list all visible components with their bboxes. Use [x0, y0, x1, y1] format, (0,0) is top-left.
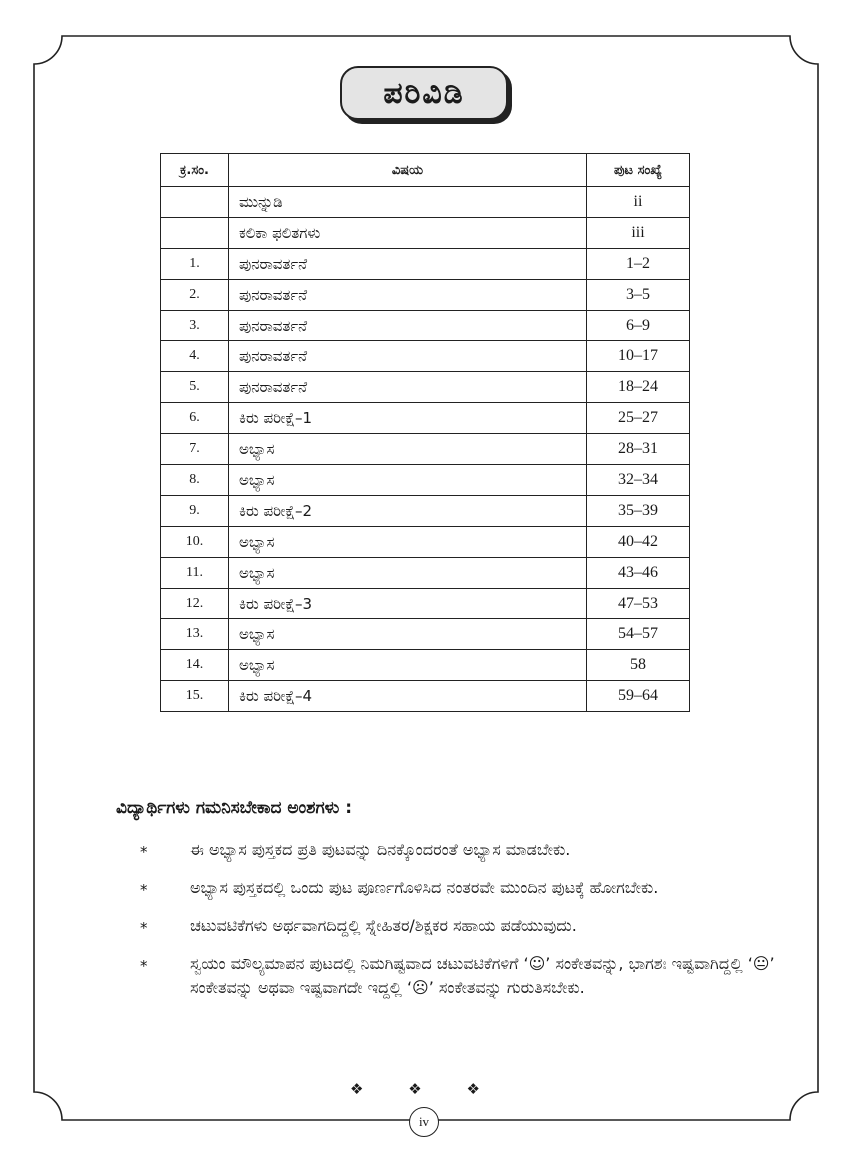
- row-pages: 25–27: [587, 403, 690, 434]
- list-item: [140, 914, 800, 938]
- bullet-star-icon: *: [140, 881, 148, 899]
- row-subject: ಪುನರಾವರ್ತನೆ: [229, 372, 587, 403]
- notes-list: [140, 838, 800, 1014]
- table-row: [161, 557, 690, 588]
- diamond-ornament-icon: ❖ ❖ ❖: [350, 1080, 500, 1098]
- list-item: [140, 838, 800, 862]
- header-pages: ಪುಟ ಸಂಖ್ಯೆ: [587, 154, 690, 187]
- row-number: 10.: [161, 526, 229, 557]
- table-row: [161, 495, 690, 526]
- row-pages: 10–17: [587, 341, 690, 372]
- row-number: 14.: [161, 650, 229, 681]
- table-row: [161, 217, 690, 248]
- note-text: ಈ ಅಭ್ಯಾಸ ಪುಸ್ತಕದ ಪ್ರತಿ ಪುಟವನ್ನು ದಿನಕ್ಕೊಂದರಂತೆ ಅಭ್ಯಾಸ ಮಾಡಬೇಕು.: [190, 840, 571, 859]
- row-pages: 54–57: [587, 619, 690, 650]
- row-pages: 3–5: [587, 279, 690, 310]
- row-number: 4.: [161, 341, 229, 372]
- note-text: ಅಭ್ಯಾಸ ಪುಸ್ತಕದಲ್ಲಿ ಒಂದು ಪುಟ ಪೂರ್ಣಗೊಳಿಸಿದ ನಂತರವೇ ಮುಂದಿನ ಪುಟಕ್ಕೆ ಹೋಗಬೇಕು.: [190, 878, 659, 897]
- row-subject: ಅಭ್ಯಾಸ: [229, 526, 587, 557]
- row-subject: ಅಭ್ಯಾಸ: [229, 619, 587, 650]
- table-row: [161, 681, 690, 712]
- row-subject: ಕಿರು ಪರೀಕ್ಷೆ–3: [229, 588, 587, 619]
- header-subject: ವಿಷಯ: [229, 154, 587, 187]
- row-subject: ಕಲಿಕಾ ಫಲಿತಗಳು: [229, 217, 587, 248]
- row-number: 9.: [161, 495, 229, 526]
- table-row: [161, 403, 690, 434]
- list-item: [140, 952, 800, 1000]
- row-pages: 47–53: [587, 588, 690, 619]
- row-number: [161, 217, 229, 248]
- row-pages: 59–64: [587, 681, 690, 712]
- row-number: 5.: [161, 372, 229, 403]
- row-number: 6.: [161, 403, 229, 434]
- row-number: 7.: [161, 434, 229, 465]
- note-text: ಸ್ವಯಂ ಮೌಲ್ಯಮಾಪನ ಪುಟದಲ್ಲಿ ನಿಮಗಿಷ್ಟವಾದ ಚಟುವಟಿಕೆಗಳಿಗೆ ‘☺’ ಸಂಕೇತವನ್ನು, ಭಾಗಶಃ ಇಷ್ಟವಾಗಿದ್ದಲ್ಲಿ ‘😐’ ಸಂಕೇತವನ್ನು ಅಥವಾ ಇಷ್ಟವಾಗದೇ ಇದ್ದಲ್ಲಿ ‘☹’ ಸಂಕೇತವನ್ನು ಗುರುತಿಸಬೇಕು.: [190, 954, 775, 997]
- row-pages: ii: [587, 187, 690, 218]
- table-row: [161, 650, 690, 681]
- row-number: 8.: [161, 465, 229, 496]
- contents-table: [160, 153, 690, 712]
- row-subject: ಕಿರು ಪರೀಕ್ಷೆ–2: [229, 495, 587, 526]
- row-pages: 58: [587, 650, 690, 681]
- table-row: [161, 434, 690, 465]
- bullet-star-icon: *: [140, 843, 148, 861]
- table-row: [161, 588, 690, 619]
- note-text: ಚಟುವಟಿಕೆಗಳು ಅರ್ಥವಾಗದಿದ್ದಲ್ಲಿ ಸ್ನೇಹಿತರ/ಶಿಕ್ಷಕರ ಸಹಾಯ ಪಡೆಯುವುದು.: [190, 916, 577, 935]
- row-pages: 35–39: [587, 495, 690, 526]
- table-row: [161, 187, 690, 218]
- row-pages: 40–42: [587, 526, 690, 557]
- table-row: [161, 248, 690, 279]
- row-pages: 43–46: [587, 557, 690, 588]
- header-serial: ಕ್ರ.ಸಂ.: [161, 154, 229, 187]
- row-pages: 18–24: [587, 372, 690, 403]
- row-subject: ಪುನರಾವರ್ತನೆ: [229, 341, 587, 372]
- row-subject: ಪುನರಾವರ್ತನೆ: [229, 248, 587, 279]
- row-subject: ಅಭ್ಯಾಸ: [229, 465, 587, 496]
- bullet-star-icon: *: [140, 919, 148, 937]
- table-row: [161, 310, 690, 341]
- table-row: [161, 372, 690, 403]
- row-subject: ಅಭ್ಯಾಸ: [229, 434, 587, 465]
- row-subject: ಪುನರಾವರ್ತನೆ: [229, 279, 587, 310]
- table-row: [161, 341, 690, 372]
- table-row: [161, 526, 690, 557]
- row-subject: ಅಭ್ಯಾಸ: [229, 650, 587, 681]
- table-row: [161, 619, 690, 650]
- row-subject: ಕಿರು ಪರೀಕ್ಷೆ–4: [229, 681, 587, 712]
- row-pages: iii: [587, 217, 690, 248]
- table-row: [161, 279, 690, 310]
- row-number: 11.: [161, 557, 229, 588]
- row-number: [161, 187, 229, 218]
- bullet-star-icon: *: [140, 957, 148, 975]
- table-header-row: [161, 154, 690, 187]
- table-row: [161, 465, 690, 496]
- row-pages: 28–31: [587, 434, 690, 465]
- page-number: iv: [409, 1107, 439, 1137]
- row-number: 15.: [161, 681, 229, 712]
- row-pages: 1–2: [587, 248, 690, 279]
- list-item: [140, 876, 800, 900]
- row-number: 1.: [161, 248, 229, 279]
- row-number: 2.: [161, 279, 229, 310]
- row-pages: 32–34: [587, 465, 690, 496]
- row-number: 12.: [161, 588, 229, 619]
- row-subject: ಪುನರಾವರ್ತನೆ: [229, 310, 587, 341]
- notes-heading: ವಿದ್ಯಾರ್ಥಿಗಳು ಗಮನಿಸಬೇಕಾದ ಅಂಶಗಳು :: [116, 798, 353, 818]
- row-pages: 6–9: [587, 310, 690, 341]
- row-subject: ಅಭ್ಯಾಸ: [229, 557, 587, 588]
- row-subject: ಕಿರು ಪರೀಕ್ಷೆ–1: [229, 403, 587, 434]
- row-subject: ಮುನ್ನುಡಿ: [229, 187, 587, 218]
- row-number: 3.: [161, 310, 229, 341]
- row-number: 13.: [161, 619, 229, 650]
- page-title: ಪರಿವಿಡಿ: [340, 66, 508, 120]
